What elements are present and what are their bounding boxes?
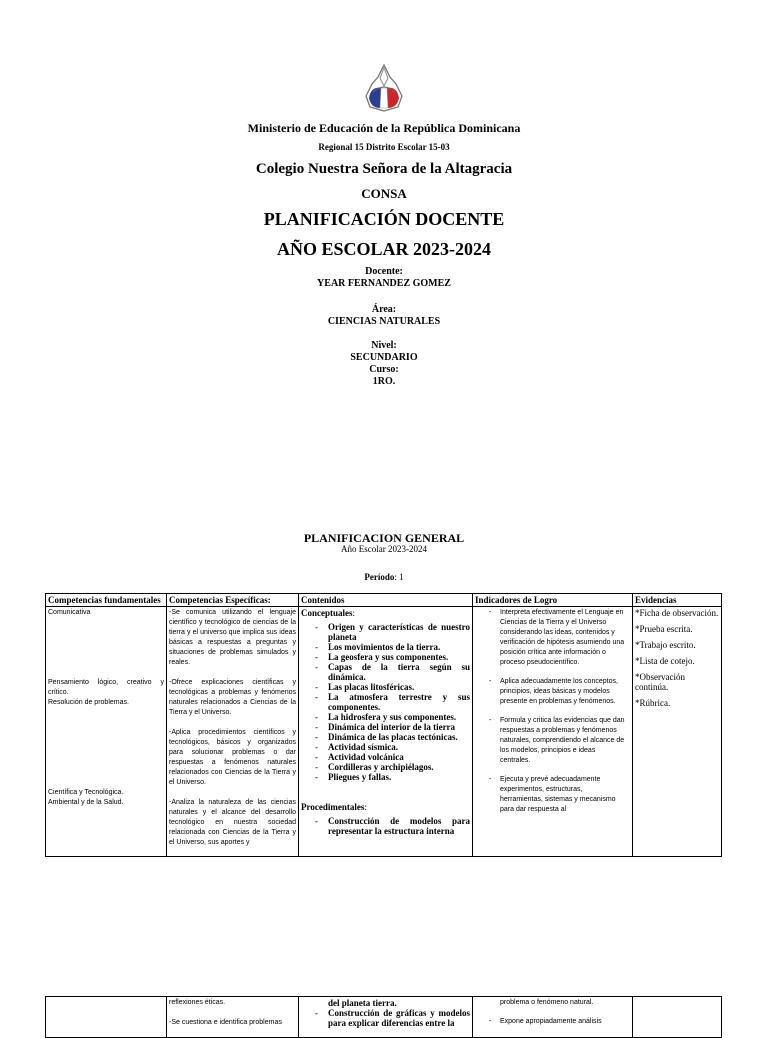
list-item: - Cordilleras y archipiélagos. — [301, 762, 470, 772]
competence-item: Ambiental y de la Salud. — [48, 799, 124, 806]
table-header-row — [46, 594, 722, 607]
conceptuales-label: Conceptuales — [301, 608, 353, 618]
list-item: - Aplica adecuadamente los conceptos, principios, ideas básicas y modelos presente en problemas y fenómenos. — [475, 677, 630, 707]
content-continuation: del planeta tierra. — [328, 998, 397, 1008]
course-name: 1RO. — [372, 376, 396, 387]
general-plan-year: Año Escolar 2023-2024 — [341, 544, 427, 554]
list-item: - Interpreta efectivamente el Lenguaje en Ciencias de la Tierra y el Universo considerando las ideas, contenidos y verificación de hipótesis asumiendo una posición crítica ante información o proceso pseudocientífico. — [475, 608, 630, 668]
level-block — [0, 340, 768, 388]
procedural-list — [301, 1008, 470, 1028]
header-contenidos: Contenidos — [299, 594, 473, 607]
list-item: - Actividad volcánica — [301, 752, 470, 762]
regional-district: Regional 15 Distrito Escolar 15-03 — [318, 142, 450, 152]
evidence-item: *Ficha de observación. — [635, 608, 719, 618]
header-especificas: Competencias Específicas: — [167, 594, 299, 607]
cell-evidencias — [633, 607, 722, 857]
teacher-label: Docente: — [365, 266, 403, 277]
conceptual-list — [301, 622, 470, 782]
general-plan-title: PLANIFICACION GENERAL — [303, 531, 465, 545]
cell-contenidos — [299, 997, 473, 1038]
competence-item: Resolución de problemas. — [48, 699, 129, 706]
specific-competence: -Se cuestiona e identifica problemas — [169, 1019, 282, 1026]
evidence-item: *Rúbrica. — [635, 698, 671, 708]
list-item: - Expone apropiadamente análisis — [475, 1017, 630, 1027]
list-item: - Construcción de gráficas y modelos para explicar diferencias entre la — [301, 1008, 470, 1028]
planning-table-continued — [45, 996, 722, 1038]
cell-indicadores — [473, 607, 633, 857]
evidence-item: *Trabajo escrito. — [635, 640, 696, 650]
area-label: Área: — [371, 304, 397, 315]
header-fundamentales: Competencias fundamentales — [46, 594, 167, 607]
competence-item: Científica y Tecnológica. — [48, 789, 124, 796]
list-item: - Dinámica de las placas tectónicas. — [301, 732, 470, 742]
specific-competence: -Ofrece explicaciones científicas y tecnológicas a problemas y fenómenos naturales relacionados a Ciencias de la Tierra y el Universo. — [169, 679, 296, 716]
procedimentales-label: Procedimentales — [301, 802, 365, 812]
area-name: CIENCIAS NATURALES — [327, 316, 441, 327]
evidence-item: *Prueba escrita. — [635, 624, 693, 634]
list-item: - La atmosfera terrestre y sus componentes. — [301, 692, 470, 712]
indicator-continuation: problema o fenómeno natural. — [500, 999, 594, 1006]
list-item: - Pliegues y fallas. — [301, 772, 470, 782]
list-item: - Formula y critica las evidencias que dan respuestas a problemas y fenómenos naturales, comprendiendo el alcance de los modelos, principios e ideas centrales. — [475, 716, 630, 766]
school-name: Colegio Nuestra Señora de la Altagracia — [255, 161, 513, 177]
specific-competence: reflexiones éticas. — [169, 999, 226, 1006]
school-year-title: AÑO ESCOLAR 2023-2024 — [276, 239, 491, 259]
list-item: - Ejecuta y prevé adecuadamente experimentos, estructuras, herramientas, sistemas y mecanismo para dar respuesta al — [475, 775, 630, 815]
period-value: : 1 — [394, 572, 404, 582]
level-name: SECUNDARIO — [350, 352, 418, 363]
table-row — [46, 607, 722, 857]
cell-contenidos: Conceptuales: - Origen y características de nuestro planeta - Los movimientos de la tierra. - La geosfera y sus componentes. - Capas de la tierra según su dinámica. - Las placas litosféricas. - La atmosfera terrestre y sus componentes. - La hidrosfera y sus componentes. - Dinámica del interior de la tierra - Dinámica de las placas tectónicas. - Actividad sísmica. - Actividad volcánica - Cordilleras y archipiélagos. - Pliegues y fallas. Procedimentales: - Construcción de modelos para representar la estructura interna — [299, 607, 473, 857]
teacher-block — [0, 266, 768, 290]
cell-fundamentales — [46, 607, 167, 857]
specific-competence: -Analiza la naturaleza de las ciencias naturales y el alcance del desarrollo tecnológico en nuestra sociedad relacionada con Ciencias de la Tierra y el Universo, sus aportes y — [169, 799, 296, 846]
cell-evidencias — [633, 997, 722, 1038]
table-row — [46, 997, 722, 1038]
teacher-name: YEAR FERNANDEZ GOMEZ — [317, 278, 451, 289]
header-indicadores: Indicadores de Logro — [473, 594, 633, 607]
competence-item: Comunicativa — [48, 609, 91, 616]
cell-fundamentales — [46, 997, 167, 1038]
period — [0, 572, 768, 582]
list-item: - Capas de la tierra según su dinámica. — [301, 662, 470, 682]
indicator-list — [475, 1017, 630, 1027]
specific-competence: -Se comunica utilizando el lenguaje científico y tecnológico de ciencias de la tierra y el universo que implica sus ideas básicas a respuestas a preguntas y situaciones de problemas simulados y reales. — [169, 609, 296, 666]
procedural-list — [301, 816, 470, 836]
cell-indicadores — [473, 997, 633, 1038]
cell-especificas — [167, 607, 299, 857]
indicator-list — [475, 608, 630, 815]
list-item: - Las placas litosféricas. — [301, 682, 470, 692]
document-title: PLANIFICACIÓN DOCENTE — [263, 209, 505, 229]
list-item: - Dinámica del interior de la tierra — [301, 722, 470, 732]
list-item: - Actividad sísmica. — [301, 742, 470, 752]
header-evidencias: Evidencias — [633, 594, 722, 607]
competence-item: Pensamiento lógico, creativo y crítico. — [48, 679, 164, 696]
school-acronym: CONSA — [361, 186, 407, 201]
ministry-name: Ministerio de Educación de la República Dominicana — [247, 121, 521, 135]
period-label: Período — [364, 572, 395, 582]
list-item: - Construcción de modelos para representar la estructura interna — [301, 816, 470, 836]
level-label: Nivel: — [371, 340, 397, 351]
list-item: - Los movimientos de la tierra. — [301, 642, 470, 652]
specific-competence: -Aplica procedimientos científicos y tecnológicos, básicos y organizados para solucionar problemas o dar respuestas a fenómenos naturales relacionados con Ciencias de la Tierra y el Universo. — [169, 729, 296, 786]
evidence-item: *Lista de cotejo. — [635, 656, 695, 666]
ministry-logo-icon — [363, 62, 405, 114]
area-block — [0, 304, 768, 328]
evidence-item: *Observación continúa. — [635, 672, 685, 692]
list-item: - La hidrosfera y sus componentes. — [301, 712, 470, 722]
cell-especificas — [167, 997, 299, 1038]
planning-table — [45, 593, 722, 857]
list-item: - Origen y características de nuestro planeta — [301, 622, 470, 642]
list-item: - La geosfera y sus componentes. — [301, 652, 470, 662]
course-label: Curso: — [369, 364, 399, 375]
